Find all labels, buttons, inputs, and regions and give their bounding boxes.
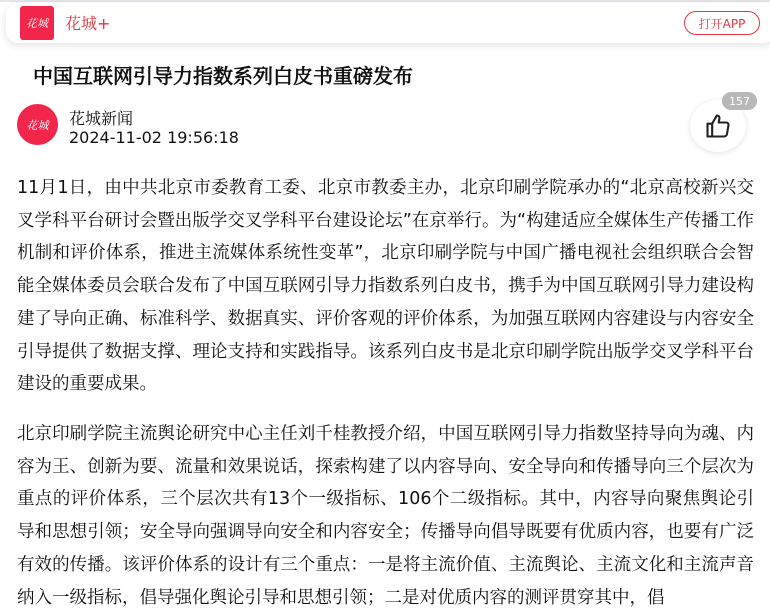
like-count-badge: 157 bbox=[722, 92, 757, 110]
brand-name[interactable]: 花城+ bbox=[65, 14, 111, 33]
source-name[interactable]: 花城新闻 bbox=[69, 109, 134, 128]
top-border bbox=[0, 0, 770, 2]
app-banner bbox=[6, 3, 770, 43]
publish-time: 2024-11-02 19:56:18 bbox=[69, 128, 239, 147]
article-paragraph: 北京印刷学院主流舆论研究中心主任刘千桂教授介绍，中国互联网引导力指数坚持导向为魂、内容为王、创新为要、流量和效果说话，探索构建了以内容导向、安全导向和传播导向三个层次为重点的评价体系，三个层次共有13个一级指标、106个二级指标。其中，内容导向聚焦舆论引导和思想引领；安全导向强调导向安全和内容安全；传播导向倡导既要有优质内容，也要有广泛有效的传播。该评价体系的设计有三个重点：一是将主流价值、主流舆论、主流文化和主流声音纳入一级指标，倡导强化舆论引导和思想引领；二是对优质内容的测评贯穿其中，倡 bbox=[17, 424, 754, 608]
huacheng-logo[interactable]: 花城 bbox=[20, 6, 54, 40]
source-avatar[interactable]: 花城 bbox=[17, 104, 58, 145]
article-title: 中国互联网引导力指数系列白皮书重磅发布 bbox=[33, 64, 413, 88]
article-paragraph: 11月1日，由中共北京市委教育工委、北京市教委主办，北京印刷学院承办的“北京高校新兴交叉学科平台研讨会暨出版学交叉学科平台建设论坛”在京举行。为“构建适应全媒体生产传播工作机制和评价体系，推进主流媒体系统性变革”，北京印刷学院与中国广播电视社会组织联合会智能全媒体委员会联合发布了中国互联网引导力指数系列白皮书，携手为中国互联网引导力建设构建了导向正确、标准科学、数据真实、评价客观的评价体系，为加强互联网内容建设与内容安全引导提供了数据支撑、理论支持和实践指导。该系列白皮书是北京印刷学院出版学交叉学科平台建设的重要成果。 bbox=[17, 178, 754, 395]
open-app-button[interactable]: 打开APP bbox=[684, 11, 760, 35]
thumbs-up-icon bbox=[704, 112, 732, 140]
